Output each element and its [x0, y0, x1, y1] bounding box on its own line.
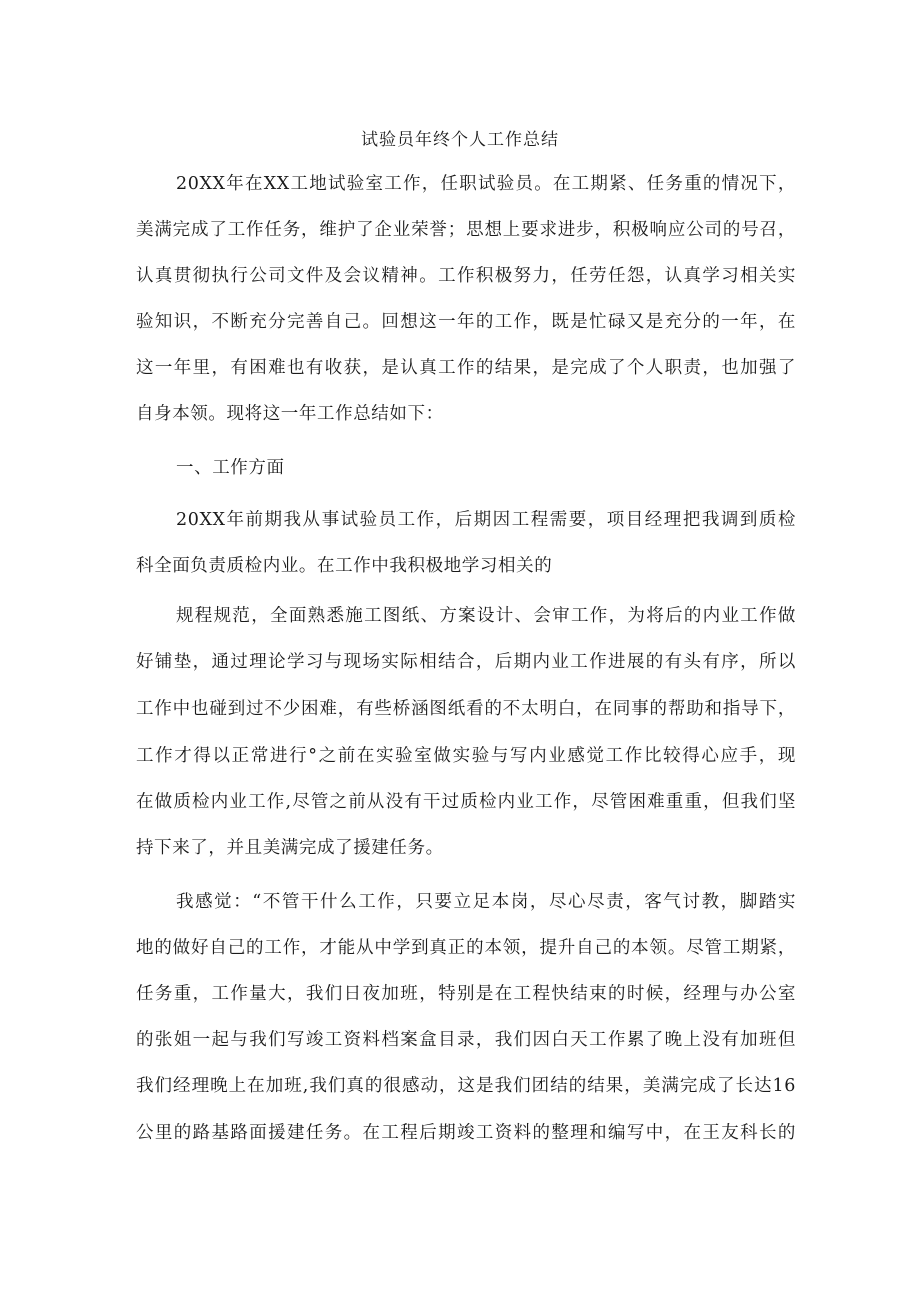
paragraph-line: 好铺垫，通过理论学习与现场实际相结合，后期内业工作进展的有头有序，所以: [136, 652, 796, 672]
paragraph-line: 的张姐一起与我们写竣工资料档案盒目录，我们因白天工作累了晚上没有加班但: [136, 1030, 796, 1050]
paragraph-line: 地的做好自己的工作，才能从中学到真正的本领，提升自己的本领。尽管工期紧，: [136, 938, 796, 958]
paragraph-line: 这一年里，有困难也有收获，是认真工作的结果，是完成了个人职责，也加强了: [136, 358, 796, 378]
paragraph-line: 20XX年在XX工地试验室工作，任职试验员。在工期紧、任务重的情况下，: [176, 174, 796, 194]
paragraph-line: 持下来了，并且美满完成了援建任务。: [136, 838, 444, 858]
paragraph-line: 认真贯彻执行公司文件及会议精神。工作积极努力，任劳任怨，认真学习相关实: [136, 266, 796, 286]
paragraph-line: 公里的路基路面援建任务。在工程后期竣工资料的整理和编写中，在王友科长的: [136, 1123, 796, 1143]
paragraph-line: 我们经理晚上在加班,我们真的很感动，这是我们团结的结果，美满完成了长达16: [136, 1076, 796, 1096]
paragraph-line: 自身本领。现将这一年工作总结如下：: [136, 404, 444, 424]
paragraph-line: 验知识，不断充分完善自己。回想这一年的工作，既是忙碌又是充分的一年，在: [136, 312, 796, 332]
paragraph-line: 在做质检内业工作,尽管之前从没有干过质检内业工作，尽管困难重重，但我们坚: [136, 792, 796, 812]
section-heading: 一、工作方面: [176, 458, 285, 478]
paragraph-line: 我感觉：“不管干什么工作，只要立足本岗，尽心尽责，客气讨教，脚踏实: [176, 892, 796, 912]
paragraph-line: 20XX年前期我从事试验员工作，后期因工程需要，项目经理把我调到质检: [176, 510, 796, 530]
paragraph-line: 科全面负责质检内业。在工作中我积极地学习相关的: [136, 556, 553, 576]
paragraph-line: 美满完成了工作任务，维护了企业荣誉；思想上要求进步，积极响应公司的号召，: [136, 220, 796, 240]
document-title: 试验员年终个人工作总结: [361, 130, 559, 150]
paragraph-line: 规程规范，全面熟悉施工图纸、方案设计、会审工作，为将后的内业工作做: [176, 606, 796, 626]
paragraph-line: 工作才得以正常进行°之前在实验室做实验与写内业感觉工作比较得心应手，现: [136, 746, 796, 766]
paragraph-line: 工作中也碰到过不少困难，有些桥涵图纸看的不太明白，在同事的帮助和指导下，: [136, 699, 796, 719]
paragraph-line: 任务重，工作量大，我们日夜加班，特别是在工程快结束的时候，经理与办公室: [136, 984, 796, 1004]
